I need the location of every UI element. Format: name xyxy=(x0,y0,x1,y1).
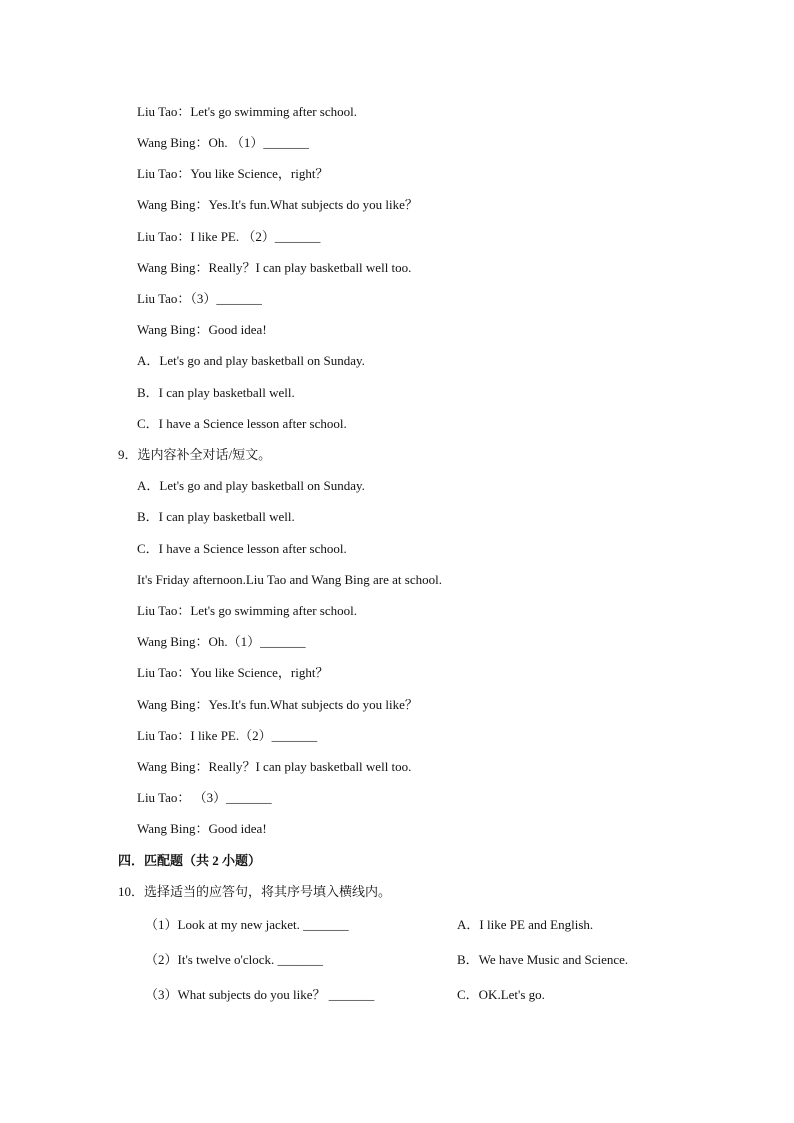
dialogue-line: Liu Tao：I like PE. （2）_______ xyxy=(137,229,321,244)
question-10-title: 10．选择适当的应答句，将其序号填入横线内。 xyxy=(118,884,392,899)
option-a: A．Let's go and play basketball on Sunday. xyxy=(137,353,365,368)
matching-item-3: （3）What subjects do you like？ _______ xyxy=(145,987,375,1002)
dialogue-line: Liu Tao：Let's go swimming after school. xyxy=(137,603,357,618)
option-b: B．I can play basketball well. xyxy=(137,509,295,524)
dialogue-intro: It's Friday afternoon.Liu Tao and Wang Bing are at school. xyxy=(137,572,442,587)
option-c: C．I have a Science lesson after school. xyxy=(137,541,347,556)
dialogue-line: Wang Bing：Yes.It's fun.What subjects do you like？ xyxy=(137,697,418,712)
matching-answer-b: B．We have Music and Science. xyxy=(457,952,629,967)
matching-item-2: （2）It's twelve o'clock. _______ xyxy=(145,952,323,967)
dialogue-line: Wang Bing：Oh.（1）_______ xyxy=(137,634,306,649)
dialogue-line: Liu Tao：Let's go swimming after school. xyxy=(137,104,357,119)
dialogue-line: Wang Bing：Yes.It's fun.What subjects do you like？ xyxy=(137,197,418,212)
dialogue-line: Wang Bing：Oh. （1）_______ xyxy=(137,135,309,150)
option-b: B．I can play basketball well. xyxy=(137,385,295,400)
dialogue-line: Wang Bing：Good idea! xyxy=(137,821,267,836)
dialogue-line: Liu Tao：You like Science，right？ xyxy=(137,166,329,181)
dialogue-line: Wang Bing：Good idea! xyxy=(137,322,267,337)
dialogue-line: Wang Bing：Really？I can play basketball well too. xyxy=(137,759,412,774)
dialogue-line: Liu Tao：I like PE.（2）_______ xyxy=(137,728,318,743)
dialogue-line: Liu Tao：You like Science，right？ xyxy=(137,665,329,680)
dialogue-line: Liu Tao：（3）_______ xyxy=(137,291,262,306)
question-9-title: 9．选内容补全对话/短文。 xyxy=(118,447,272,462)
dialogue-line: Wang Bing：Really？I can play basketball well too. xyxy=(137,260,412,275)
matching-answer-c: C．OK.Let's go. xyxy=(457,987,545,1002)
dialogue-line: Liu Tao： （3）_______ xyxy=(137,790,272,805)
matching-item-1: （1）Look at my new jacket. _______ xyxy=(145,917,349,932)
option-a: A．Let's go and play basketball on Sunday. xyxy=(137,478,365,493)
matching-answer-a: A．I like PE and English. xyxy=(457,917,594,932)
section-heading: 四．匹配题（共 2 小题） xyxy=(118,853,262,868)
option-c: C．I have a Science lesson after school. xyxy=(137,416,347,431)
